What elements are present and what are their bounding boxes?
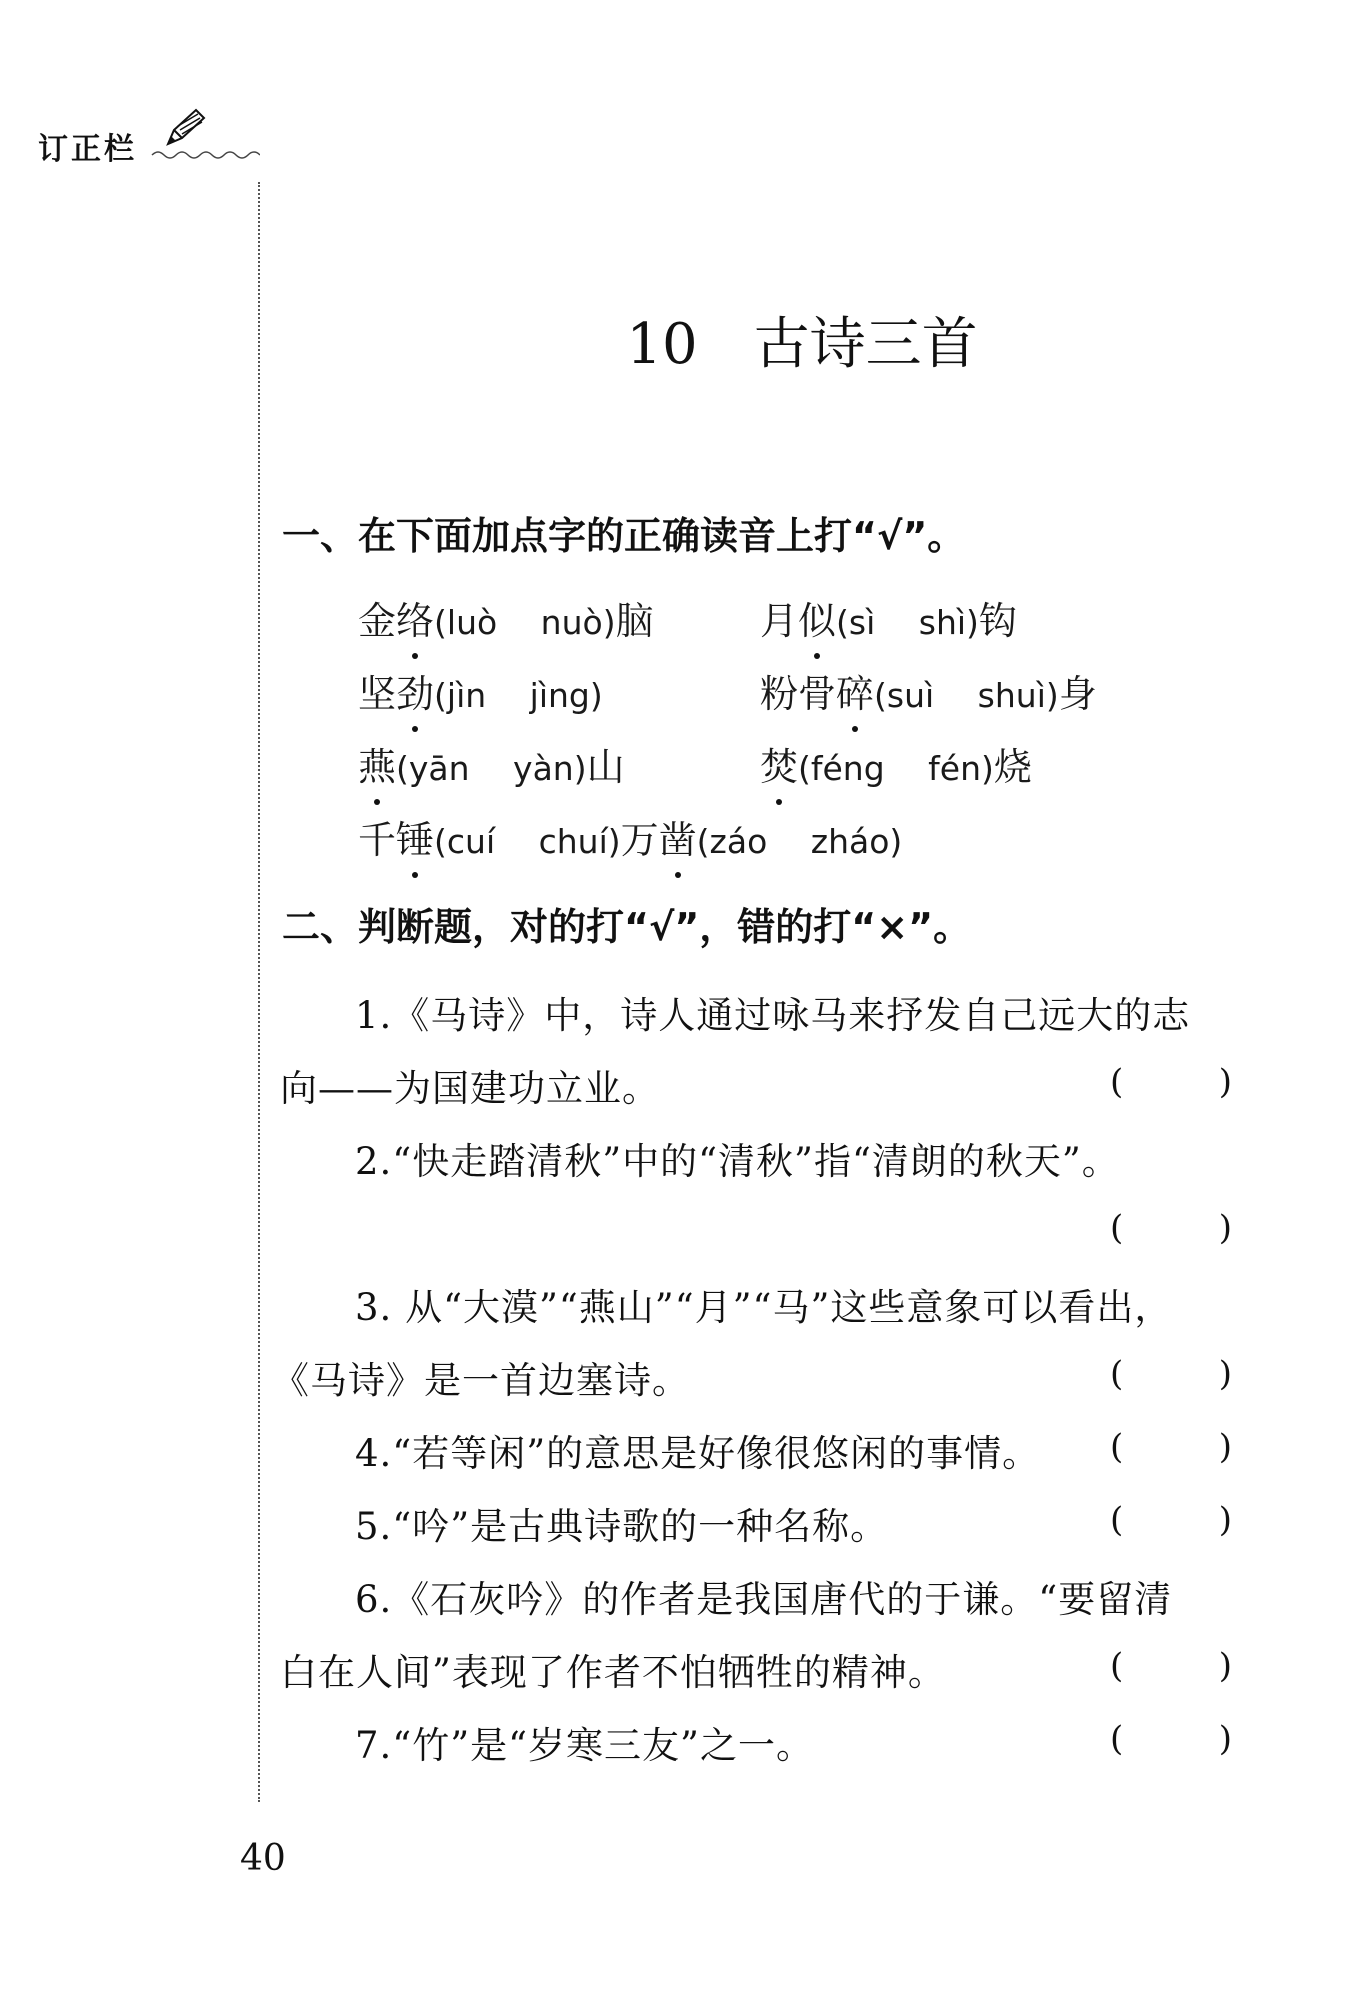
answer-blank[interactable] — [1110, 1500, 1232, 1540]
paren-open: ( — [1110, 1208, 1124, 1248]
item-post: 烧 — [993, 745, 1032, 789]
question-6-line-2: 白在人间”表现了作者不怕牺牲的精神。 — [280, 1651, 946, 1694]
item-pre: 月 — [760, 599, 799, 643]
pinyin-options: (cuí chuí) — [434, 822, 621, 861]
paren-open: ( — [1110, 1646, 1124, 1686]
section1-heading: 一、在下面加点字的正确读音上打“√”。 — [282, 514, 966, 558]
paren-open: ( — [1110, 1500, 1124, 1540]
item-post: 山 — [586, 745, 625, 789]
item-pre: 千 — [358, 818, 397, 862]
pinyin-options: (záo zháo) — [696, 822, 903, 861]
pinyin-item — [358, 663, 603, 718]
dotted-char: 凿 — [659, 809, 697, 864]
item-post: 万 — [620, 818, 659, 862]
pinyin-options: (jìn jìng) — [434, 676, 603, 715]
lesson-title — [0, 300, 1346, 380]
pinyin-options: (suì shuì) — [874, 676, 1059, 715]
dotted-char: 劲 — [396, 663, 434, 718]
pinyin-item — [760, 736, 1032, 791]
lesson-number: 10 — [626, 312, 698, 377]
paren-close: ) — [1218, 1646, 1232, 1686]
pinyin-options: (yān yàn) — [396, 749, 587, 788]
paren-close: ) — [1218, 1427, 1232, 1467]
lesson-name: 古诗三首 — [753, 312, 978, 377]
question-7-line-1: 7.“竹”是“岁寒三友”之一。 — [355, 1724, 814, 1767]
item-pre: 粉骨 — [760, 672, 837, 716]
answer-blank[interactable] — [1110, 1062, 1232, 1102]
question-3-line-2: 《马诗》是一首边塞诗。 — [272, 1359, 690, 1402]
pinyin-item — [760, 663, 1097, 718]
paren-open: ( — [1110, 1719, 1124, 1759]
answer-blank[interactable] — [1110, 1354, 1232, 1394]
pinyin-item — [358, 590, 654, 645]
question-1-line-2: 向——为国建功立业。 — [280, 1067, 660, 1110]
pinyin-options: (luò nuò) — [434, 603, 616, 642]
paren-close: ) — [1218, 1500, 1232, 1540]
dotted-char: 络 — [396, 590, 434, 645]
answer-blank[interactable] — [1110, 1646, 1232, 1686]
item-pre: 坚 — [358, 672, 397, 716]
paren-close: ) — [1218, 1719, 1232, 1759]
pinyin-item — [760, 590, 1017, 645]
pinyin-item — [358, 736, 625, 791]
dotted-char: 燕 — [358, 736, 396, 791]
pencil-icon — [160, 104, 210, 150]
page-number: 40 — [240, 1838, 286, 1879]
question-4-line-1: 4.“若等闲”的意思是好像很悠闲的事情。 — [355, 1432, 1041, 1475]
question-1-line-1: 1.《马诗》中，诗人通过咏马来抒发自己远大的志 — [355, 994, 1191, 1037]
item-post: 身 — [1058, 672, 1097, 716]
correction-column-label: 订正栏 — [38, 132, 137, 167]
question-2-line-1: 2.“快走踏清秋”中的“清秋”指“清朗的秋天”。 — [355, 1140, 1120, 1183]
paren-open: ( — [1110, 1427, 1124, 1467]
pinyin-item — [358, 809, 902, 864]
item-post: 钩 — [978, 599, 1017, 643]
item-post: 脑 — [615, 599, 654, 643]
paren-close: ) — [1218, 1062, 1232, 1102]
question-5-line-1: 5.“吟”是古典诗歌的一种名称。 — [355, 1505, 889, 1548]
paren-open: ( — [1110, 1062, 1124, 1102]
dotted-char: 似 — [798, 590, 836, 645]
item-pre: 金 — [358, 599, 397, 643]
pinyin-options: (sì shì) — [836, 603, 979, 642]
paren-open: ( — [1110, 1354, 1124, 1394]
squiggle-decoration — [150, 148, 260, 162]
dotted-margin-line — [258, 182, 260, 1802]
paren-close: ) — [1218, 1354, 1232, 1394]
paren-close: ) — [1218, 1208, 1232, 1248]
question-6-line-1: 6.《石灰吟》的作者是我国唐代的于谦。“要留清 — [355, 1578, 1173, 1621]
answer-blank[interactable] — [1110, 1208, 1232, 1248]
answer-blank[interactable] — [1110, 1719, 1232, 1759]
dotted-char: 碎 — [836, 663, 874, 718]
dotted-char: 锤 — [396, 809, 434, 864]
section2-heading: 二、判断题，对的打“√”，错的打“×”。 — [282, 905, 972, 949]
pinyin-options: (féng fén) — [798, 749, 994, 788]
dotted-char: 焚 — [760, 736, 798, 791]
question-3-line-1: 3. 从“大漠”“燕山”“月”“马”这些意象可以看出， — [355, 1286, 1173, 1329]
answer-blank[interactable] — [1110, 1427, 1232, 1467]
